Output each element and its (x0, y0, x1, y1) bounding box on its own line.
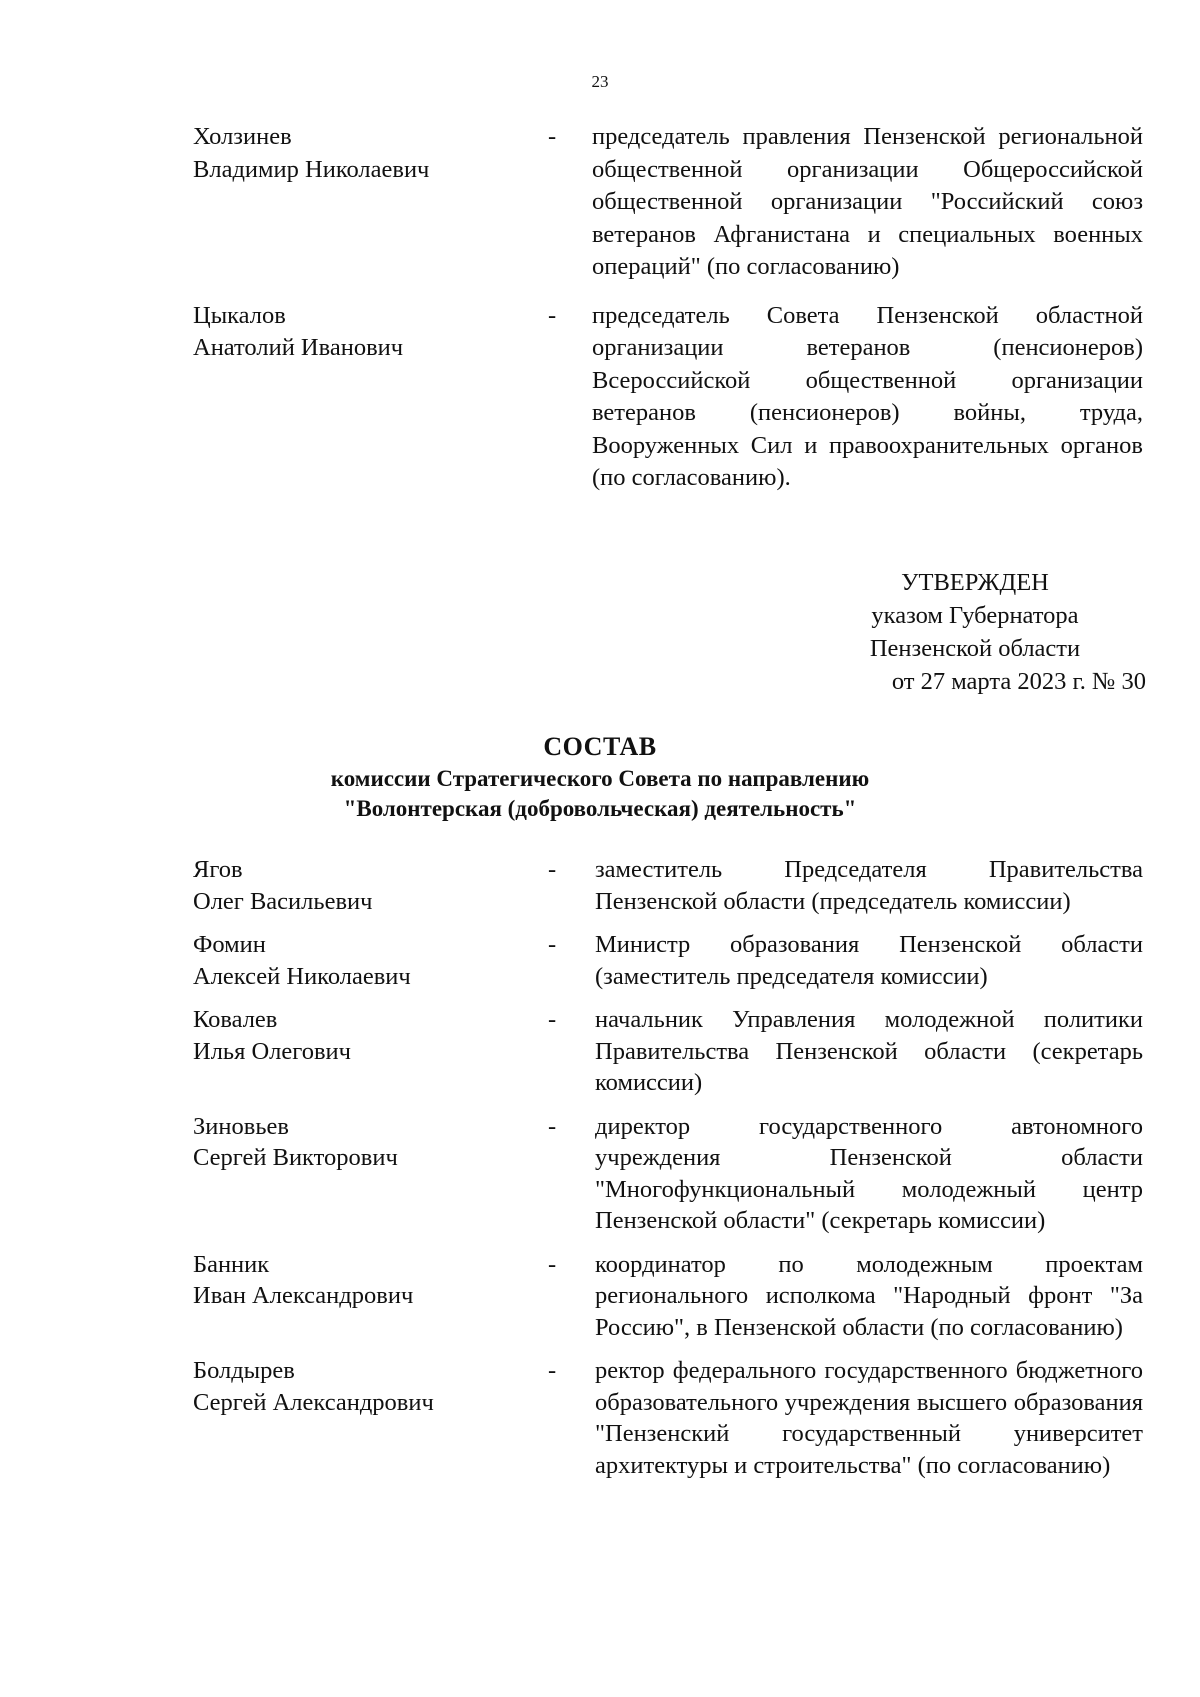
commission-members (193, 854, 1143, 1493)
member-given-names: Илья Олегович (193, 1037, 351, 1065)
member-position: директор государственного автономного учреждения Пензенской области "Многофункциональный молодежный центр Пензенской области" (секретарь комиссии) (595, 1112, 1143, 1234)
member-entry (193, 854, 1143, 917)
member-position: начальник Управления молодежной политики Правительства Пензенской области (секретарь комиссии) (595, 1006, 1143, 1096)
dash-separator: - (548, 1006, 557, 1033)
member-name (193, 1355, 548, 1481)
dash-separator: - (548, 931, 557, 958)
member-entry (193, 1249, 1143, 1344)
approval-status: УТВЕРЖДЕН (901, 569, 1049, 596)
member-surname: Зиновьев (193, 1112, 289, 1140)
member-entry (193, 1111, 1143, 1237)
member-entry (193, 300, 1143, 495)
heading-title: СОСТАВ (543, 732, 657, 761)
member-entry (193, 1355, 1143, 1481)
member-entry (193, 929, 1143, 992)
previous-commission-members (193, 121, 1143, 511)
dash-separator: - (548, 301, 557, 329)
member-name (193, 1249, 548, 1344)
member-surname: Цыкалов (193, 301, 286, 329)
approval-authority: указом Губернатора (871, 602, 1079, 629)
member-position: Министр образования Пензенской области (заместитель председателя комиссии) (595, 931, 1143, 990)
dash-separator: - (548, 123, 557, 150)
member-surname: Холзинев (193, 123, 292, 150)
section-heading (0, 730, 1200, 824)
member-entry (193, 1004, 1143, 1099)
member-surname: Болдырев (193, 1357, 295, 1384)
dash-separator: - (548, 1250, 557, 1278)
member-name (193, 121, 548, 284)
member-name (193, 1111, 548, 1237)
heading-subtitle-line-2: "Волонтерская (добровольческая) деятельность" (343, 796, 857, 821)
page-number: 23 (591, 72, 609, 91)
member-given-names: Алексей Николаевич (193, 962, 411, 990)
member-given-names: Олег Васильевич (193, 887, 373, 915)
member-given-names: Сергей Александрович (193, 1388, 434, 1416)
member-surname: Фомин (193, 931, 266, 958)
approval-stamp-block (810, 566, 1146, 698)
member-name (193, 854, 548, 917)
member-position: председатель правления Пензенской региональной общественной организации Общероссийской общественной организации "Российский союз ветеранов Афганистана и специальных военных операций" (по согласованию) (592, 123, 1143, 280)
member-position: координатор по молодежным проектам регионального исполкома "Народный фронт "За Россию", в Пензенской области (по согласованию) (595, 1250, 1143, 1341)
dash-separator: - (548, 1357, 557, 1384)
member-surname: Ягов (193, 856, 243, 883)
approval-date: от 27 марта 2023 г. № 30 (891, 668, 1146, 695)
member-given-names: Иван Александрович (193, 1282, 414, 1309)
approval-region: Пензенской области (869, 635, 1081, 662)
member-name (193, 300, 548, 495)
member-name (193, 1004, 548, 1099)
member-position: заместитель Председателя Правительства Пензенской области (председатель комиссии) (595, 856, 1143, 915)
member-entry (193, 121, 1143, 284)
member-given-names: Анатолий Иванович (193, 334, 404, 361)
member-given-names: Владимир Николаевич (193, 155, 430, 183)
member-position: председатель Совета Пензенской областной организации ветеранов (пенсионеров) Всероссийской общественной организации ветеранов (пенсионеров) войны, труда, Вооруженных Сил и правоохранительных органов (по согласованию). (592, 301, 1143, 491)
dash-separator: - (548, 856, 557, 883)
dash-separator: - (548, 1112, 557, 1140)
heading-subtitle-line-1: комиссии Стратегического Совета по направлению (330, 766, 870, 791)
member-given-names: Сергей Викторович (193, 1144, 398, 1171)
member-name (193, 929, 548, 992)
member-position: ректор федерального государственного бюджетного образовательного учреждения высшего образования "Пензенский государственный университет архитектуры и строительства" (по согласованию) (595, 1357, 1143, 1479)
member-surname: Банник (193, 1250, 270, 1278)
member-surname: Ковалев (193, 1006, 278, 1033)
